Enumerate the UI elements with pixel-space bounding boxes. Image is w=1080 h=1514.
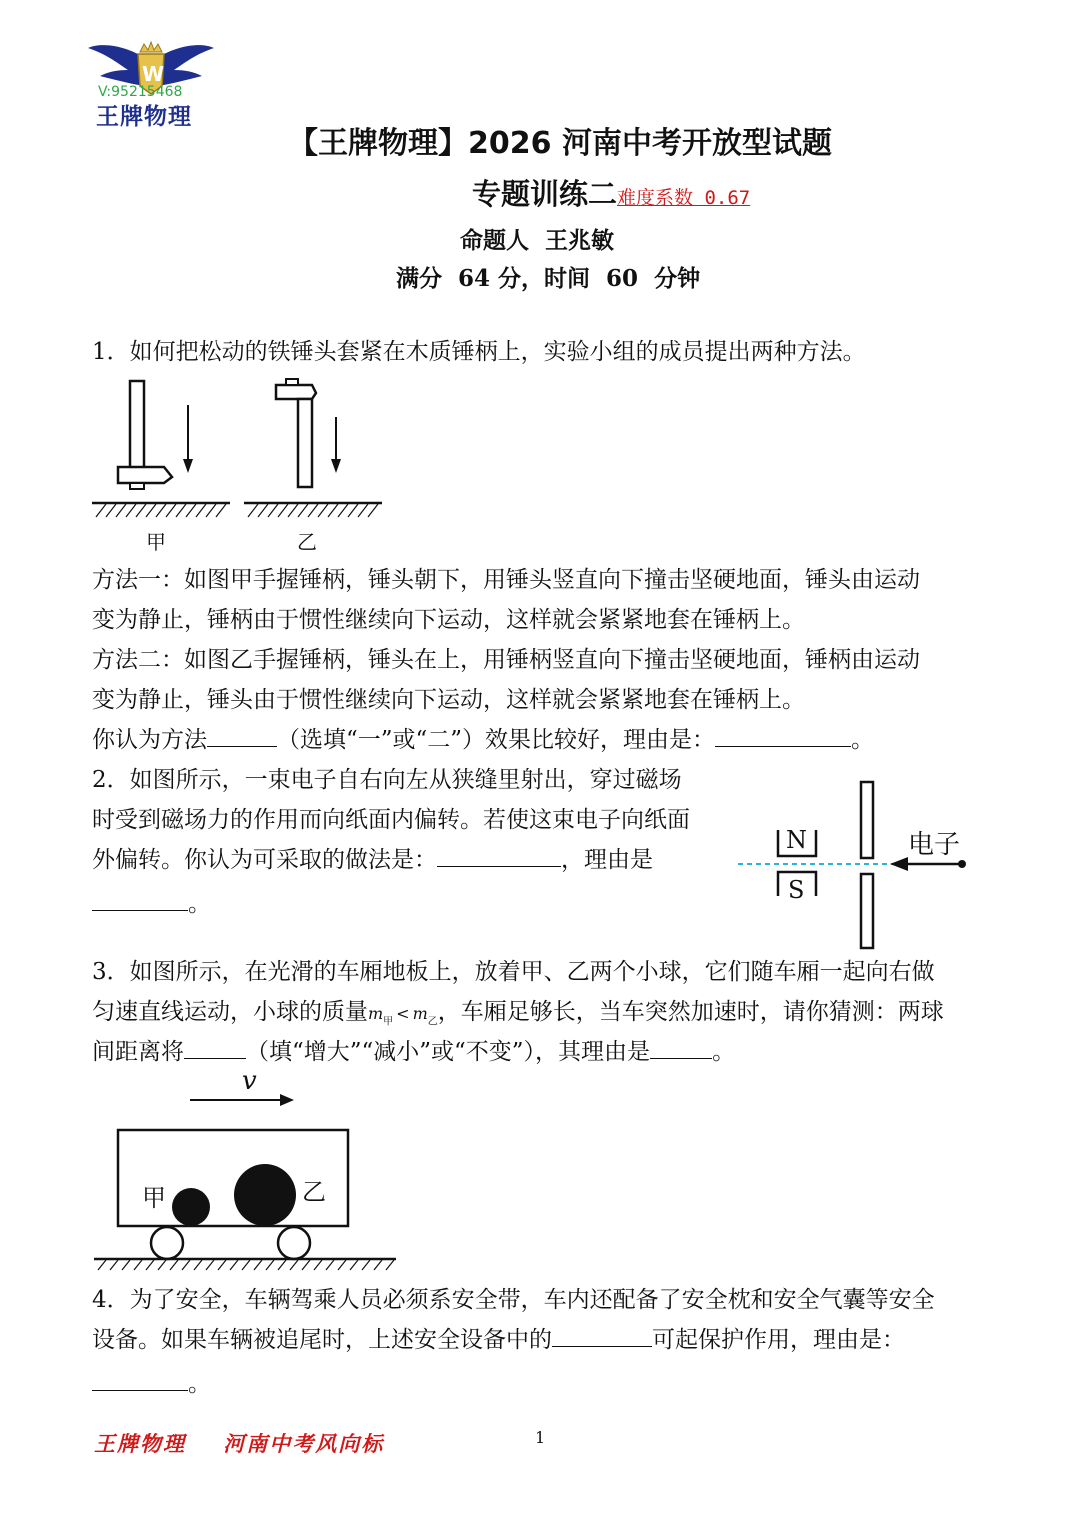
q1-label-jia: 甲 — [146, 530, 166, 554]
q2-line1: 2．如图所示，一束电子自右向左从狭缝里射出，穿过磁场 — [92, 767, 682, 793]
q2-fig-n-label: N — [786, 826, 807, 854]
page-title: 【王牌物理】2026 河南中考开放型试题 — [288, 126, 832, 161]
q1-question-line — [92, 720, 874, 760]
q1-method1-line1: 方法一：如图甲手握锤柄，锤头朝下，用锤头竖直向下撞击坚硬地面，锤头由运动 — [92, 567, 920, 593]
q1-ask-b: （选填“一”或“二”）效果比较好，理由是： — [277, 727, 716, 753]
q3-answer-blank-distance[interactable] — [184, 1034, 246, 1059]
q4-answer-blank-device[interactable] — [552, 1322, 652, 1347]
q3-line3-a: 间距离将 — [92, 1039, 184, 1065]
q4-line2 — [92, 1320, 905, 1360]
logo-name: 王牌物理 — [96, 104, 192, 130]
q4-line2-b: 可起保护作用，理由是： — [652, 1327, 905, 1353]
q1-stem: 1．如何把松动的铁锤头套紧在木质锤柄上，实验小组的成员提出两种方法。 — [92, 339, 866, 365]
crest-letter: W — [142, 62, 165, 86]
q3-fig-ball-yi-label: 乙 — [302, 1178, 326, 1206]
q3-line2-a: 匀速直线运动，小球的质量 — [92, 999, 368, 1025]
q3-answer-blank-reason[interactable] — [650, 1034, 712, 1059]
q1-label-yi: 乙 — [297, 530, 317, 554]
q1-method2-line2: 变为静止，锤头由于惯性继续向下运动，这样就会紧紧地套在锤柄上。 — [92, 687, 805, 713]
q1-answer-blank-method[interactable] — [207, 722, 277, 747]
q1-ask-a: 你认为方法 — [92, 727, 207, 753]
q2-line4 — [92, 884, 211, 924]
footer-slogan: 王牌物理 河南中考风向标 — [94, 1431, 385, 1456]
logo-wechat: V:95215468 — [98, 84, 183, 100]
q4-line3 — [92, 1364, 211, 1404]
difficulty-label: 难度系数 0.67 — [617, 187, 751, 209]
q2-answer-blank-method[interactable] — [437, 842, 561, 867]
subtitle: 专题训练二 — [472, 177, 618, 211]
q3-cart-figure — [90, 1080, 410, 1280]
q1-method1-line2: 变为静止，锤柄由于惯性继续向下运动，这样就会紧紧地套在锤柄上。 — [92, 607, 805, 633]
q2-answer-blank-reason[interactable] — [92, 886, 188, 911]
q3-fig-velocity-label: v — [242, 1066, 257, 1096]
q4-line1: 4．为了安全，车辆驾乘人员必须系安全带，车内还配备了安全枕和安全气囊等安全 — [92, 1287, 935, 1313]
q1-hammer-figure — [90, 375, 390, 525]
q3-line1: 3．如图所示，在光滑的车厢地板上，放着甲、乙两个小球，它们随车厢一起向右做 — [92, 959, 935, 985]
q4-line3-end: 。 — [188, 1371, 211, 1397]
q2-fig-electron-label: 电子 — [908, 830, 961, 860]
q2-line3-b: ，理由是 — [561, 847, 653, 873]
page-number: 1 — [535, 1428, 546, 1447]
q3-mass-sub2: 乙 — [427, 1016, 438, 1028]
q3-mass-sub1: 甲 — [383, 1016, 394, 1028]
q3-mass-m1: m — [368, 1004, 384, 1023]
q2-fig-s-label: S — [788, 876, 805, 904]
q2-line3 — [92, 840, 653, 880]
q3-line2-b: ，车厢足够长，当车突然加速时，请你猜测：两球 — [437, 999, 944, 1025]
q1-answer-blank-reason[interactable] — [715, 722, 851, 747]
q1-ask-end: 。 — [851, 727, 875, 753]
q2-line2: 时受到磁场力的作用而向纸面内偏转。若使这束电子向纸面 — [92, 807, 690, 833]
q2-magnet-figure — [736, 778, 976, 953]
q3-fig-ball-jia-label: 甲 — [142, 1184, 166, 1212]
logo — [86, 40, 216, 130]
q1-method2-line1: 方法二：如图乙手握锤柄，锤头在上，用锤柄竖直向下撞击坚硬地面，锤柄由运动 — [92, 647, 920, 673]
q2-line3-a: 外偏转。你认为可采取的做法是： — [92, 847, 437, 873]
q3-mass-m2: m — [412, 1004, 428, 1023]
q4-answer-blank-reason[interactable] — [92, 1366, 188, 1391]
q3-line3-b: （填“增大”“减小”或“不变”），其理由是 — [246, 1039, 651, 1065]
subtitle-row — [472, 172, 750, 213]
q3-line3 — [92, 1032, 735, 1072]
score-time-line: 满分 64 分，时间 60 分钟 — [396, 265, 701, 292]
q3-line3-end: 。 — [712, 1039, 736, 1065]
q2-line4-end: 。 — [188, 891, 211, 917]
author-line: 命题人 王兆敏 — [460, 227, 615, 254]
q4-line2-a: 设备。如果车辆被追尾时，上述安全设备中的 — [92, 1327, 552, 1353]
q3-mass-lt: < — [396, 1004, 410, 1023]
